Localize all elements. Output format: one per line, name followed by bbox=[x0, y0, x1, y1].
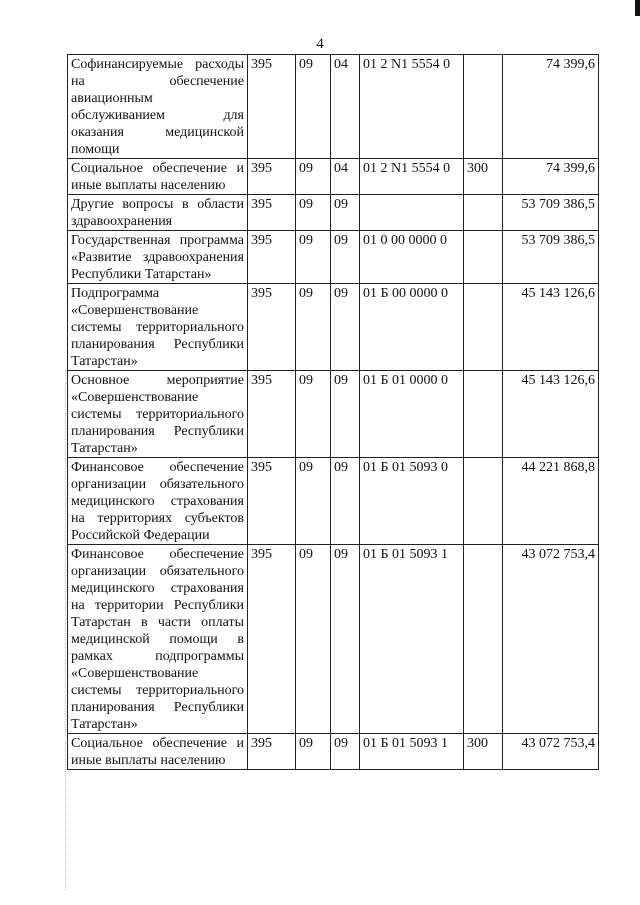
expense-type-cell bbox=[464, 458, 503, 545]
ministry-code-cell: 395 bbox=[248, 195, 296, 231]
expense-type-cell bbox=[464, 195, 503, 231]
target-article-cell: 01 Б 01 5093 1 bbox=[360, 545, 464, 734]
amount-cell: 45 143 126,6 bbox=[503, 284, 599, 371]
section-code-cell: 09 bbox=[296, 371, 331, 458]
item-name-cell: Финансовое обеспечение организации обязательного медицинского страхования на территориях субъектов Российской Федерации bbox=[68, 458, 248, 545]
section-code-cell: 09 bbox=[296, 231, 331, 284]
ministry-code-cell: 395 bbox=[248, 458, 296, 545]
ministry-code-cell: 395 bbox=[248, 284, 296, 371]
table-row bbox=[68, 195, 599, 231]
table-row bbox=[68, 284, 599, 371]
ministry-code-cell: 395 bbox=[248, 371, 296, 458]
target-article-cell: 01 2 N1 5554 0 bbox=[360, 159, 464, 195]
scan-corner-mark bbox=[635, 0, 640, 16]
table-row bbox=[68, 159, 599, 195]
expense-type-cell bbox=[464, 55, 503, 159]
subsection-code-cell: 09 bbox=[331, 231, 360, 284]
subsection-code-cell: 04 bbox=[331, 55, 360, 159]
expense-type-cell bbox=[464, 545, 503, 734]
expense-type-cell: 300 bbox=[464, 159, 503, 195]
section-code-cell: 09 bbox=[296, 195, 331, 231]
target-article-cell: 01 Б 01 0000 0 bbox=[360, 371, 464, 458]
item-name-cell: Социальное обеспечение и иные выплаты населению bbox=[68, 159, 248, 195]
table-row bbox=[68, 231, 599, 284]
item-name-cell: Подпрограмма «Совершенствование системы территориального планирования Республики Татарстан» bbox=[68, 284, 248, 371]
subsection-code-cell: 09 bbox=[331, 545, 360, 734]
subsection-code-cell: 09 bbox=[331, 371, 360, 458]
item-name-cell: Финансовое обеспечение организации обязательного медицинского страхования на территории Республики Татарстан в части оплаты медицинской помощи в рамках подпрограммы «Совершенствование системы территориального планирования Республики Татарстан» bbox=[68, 545, 248, 734]
section-code-cell: 09 bbox=[296, 159, 331, 195]
expense-type-cell bbox=[464, 284, 503, 371]
subsection-code-cell: 04 bbox=[331, 159, 360, 195]
item-name-cell: Социальное обеспечение и иные выплаты населению bbox=[68, 734, 248, 770]
target-article-cell: 01 2 N1 5554 0 bbox=[360, 55, 464, 159]
target-article-cell: 01 Б 01 5093 0 bbox=[360, 458, 464, 545]
expense-type-cell bbox=[464, 231, 503, 284]
table-row bbox=[68, 734, 599, 770]
ministry-code-cell: 395 bbox=[248, 55, 296, 159]
amount-cell: 74 399,6 bbox=[503, 55, 599, 159]
amount-cell: 43 072 753,4 bbox=[503, 545, 599, 734]
amount-cell: 53 709 386,5 bbox=[503, 195, 599, 231]
item-name-cell: Государственная программа «Развитие здравоохранения Республики Татарстан» bbox=[68, 231, 248, 284]
page-number: 4 bbox=[316, 36, 324, 52]
subsection-code-cell: 09 bbox=[331, 284, 360, 371]
amount-cell: 53 709 386,5 bbox=[503, 231, 599, 284]
section-code-cell: 09 bbox=[296, 734, 331, 770]
item-name-cell: Другие вопросы в области здравоохранения bbox=[68, 195, 248, 231]
budget-table-body bbox=[68, 55, 599, 770]
amount-cell: 74 399,6 bbox=[503, 159, 599, 195]
subsection-code-cell: 09 bbox=[331, 195, 360, 231]
subsection-code-cell: 09 bbox=[331, 734, 360, 770]
target-article-cell: 01 Б 00 0000 0 bbox=[360, 284, 464, 371]
subsection-code-cell: 09 bbox=[331, 458, 360, 545]
target-article-cell: 01 0 00 0000 0 bbox=[360, 231, 464, 284]
expense-type-cell: 300 bbox=[464, 734, 503, 770]
table-row bbox=[68, 55, 599, 159]
section-code-cell: 09 bbox=[296, 545, 331, 734]
ministry-code-cell: 395 bbox=[248, 545, 296, 734]
amount-cell: 43 072 753,4 bbox=[503, 734, 599, 770]
section-code-cell: 09 bbox=[296, 458, 331, 545]
item-name-cell: Основное мероприятие «Совершенствование системы территориального планирования Республики Татарстан» bbox=[68, 371, 248, 458]
item-name-cell: Софинансируемые расходы на обеспечение авиационным обслуживанием для оказания медицинской помощи bbox=[68, 55, 248, 159]
budget-table bbox=[67, 54, 599, 770]
amount-cell: 44 221 868,8 bbox=[503, 458, 599, 545]
section-code-cell: 09 bbox=[296, 284, 331, 371]
amount-cell: 45 143 126,6 bbox=[503, 371, 599, 458]
table-row bbox=[68, 545, 599, 734]
table-row bbox=[68, 458, 599, 545]
section-code-cell: 09 bbox=[296, 55, 331, 159]
target-article-cell bbox=[360, 195, 464, 231]
ministry-code-cell: 395 bbox=[248, 159, 296, 195]
target-article-cell: 01 Б 01 5093 1 bbox=[360, 734, 464, 770]
ministry-code-cell: 395 bbox=[248, 231, 296, 284]
ministry-code-cell: 395 bbox=[248, 734, 296, 770]
table-row bbox=[68, 371, 599, 458]
expense-type-cell bbox=[464, 371, 503, 458]
